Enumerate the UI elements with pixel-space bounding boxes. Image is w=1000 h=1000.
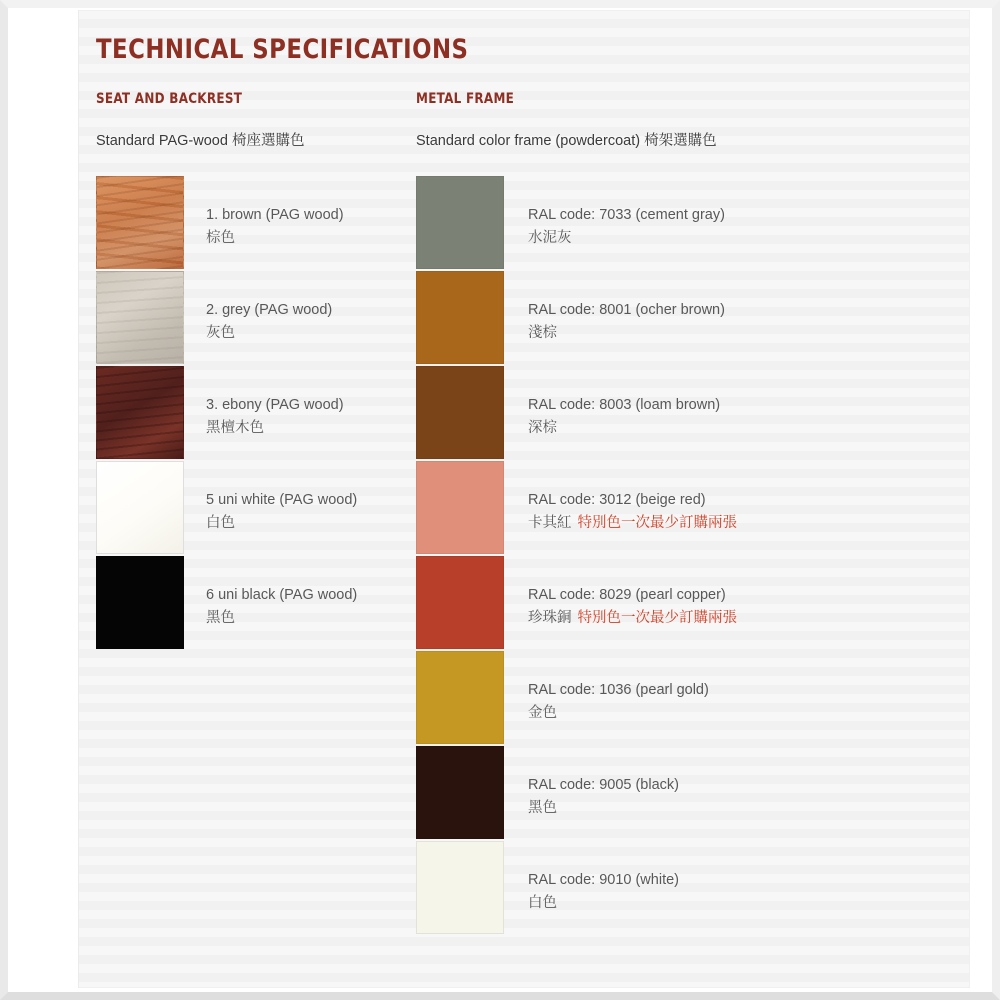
swatch-label <box>504 556 737 649</box>
swatch-label-cn: 灰色 <box>206 325 235 342</box>
swatch-label-cn: 白色 <box>528 895 557 912</box>
list-item[interactable] <box>416 176 946 269</box>
swatch-label-cn: 黑檀木色 <box>206 420 264 437</box>
swatch-label <box>504 366 720 459</box>
swatch-label-cn: 黑色 <box>528 800 557 817</box>
color-swatch-ral-white <box>416 841 504 934</box>
color-swatch-loam-brown <box>416 366 504 459</box>
swatch-label-cn: 深棕 <box>528 420 557 437</box>
swatch-label-cn-text: 珍珠銅 <box>528 610 572 627</box>
page-title: TECHNICAL SPECIFICATIONS <box>96 34 469 65</box>
color-swatch-ebony-wood <box>96 366 184 459</box>
swatch-order-note: 特別色一次最少訂購兩張 <box>577 610 737 627</box>
frame-section-heading: METAL FRAME <box>416 91 515 107</box>
list-item[interactable] <box>416 556 946 649</box>
list-item[interactable] <box>416 841 946 934</box>
swatch-label-cn-text: 卡其紅 <box>528 515 572 532</box>
color-swatch-ral-black <box>416 746 504 839</box>
color-swatch-pearl-copper <box>416 556 504 649</box>
color-swatch-grey-wood <box>96 271 184 364</box>
swatch-label-cn: 水泥灰 <box>528 230 572 247</box>
swatch-label-en: 5 uni white (PAG wood) <box>206 492 358 508</box>
color-swatch-uni-white <box>96 461 184 554</box>
swatch-label <box>504 841 679 934</box>
list-item[interactable] <box>416 271 946 364</box>
swatch-label-cn <box>528 607 737 630</box>
swatch-label <box>504 271 725 364</box>
list-item[interactable] <box>96 461 416 554</box>
swatch-label-cn: 棕色 <box>206 230 235 247</box>
swatch-label <box>184 271 332 364</box>
list-item[interactable] <box>416 461 946 554</box>
swatch-label-cn: 金色 <box>528 705 557 722</box>
swatch-label-en: RAL code: 9010 (white) <box>528 872 679 888</box>
swatch-label <box>184 366 344 459</box>
swatch-order-note: 特別色一次最少訂購兩張 <box>577 515 737 532</box>
list-item[interactable] <box>96 556 416 649</box>
swatch-label <box>184 176 344 269</box>
swatch-label-en: 2. grey (PAG wood) <box>206 302 333 318</box>
color-swatch-cement-gray <box>416 176 504 269</box>
list-item[interactable] <box>416 366 946 459</box>
color-swatch-ocher-brown <box>416 271 504 364</box>
color-swatch-brown-wood <box>96 176 184 269</box>
swatch-label-cn: 淺棕 <box>528 325 557 342</box>
list-item[interactable] <box>96 176 416 269</box>
list-item[interactable] <box>416 651 946 744</box>
swatch-label-en: RAL code: 3012 (beige red) <box>528 492 706 508</box>
swatch-label <box>504 461 737 554</box>
color-swatch-beige-red <box>416 461 504 554</box>
swatch-label-en: 1. brown (PAG wood) <box>206 207 344 223</box>
seat-and-backrest-column <box>96 91 416 936</box>
swatch-label-en: RAL code: 7033 (cement gray) <box>528 207 725 223</box>
swatch-label-en: 3. ebony (PAG wood) <box>206 397 344 413</box>
page-content <box>96 34 956 936</box>
seat-section-subheading: Standard PAG-wood 椅座選購色 <box>96 133 305 149</box>
page-left-gutter <box>30 10 79 988</box>
list-item[interactable] <box>416 746 946 839</box>
swatch-label <box>184 556 357 649</box>
list-item[interactable] <box>96 366 416 459</box>
metal-frame-column <box>416 91 946 936</box>
swatch-label <box>184 461 357 554</box>
swatch-label-en: RAL code: 8003 (loam brown) <box>528 397 721 413</box>
swatch-label-en: RAL code: 8001 (ocher brown) <box>528 302 725 318</box>
swatch-label-cn: 白色 <box>206 515 235 532</box>
swatch-label-cn: 黑色 <box>206 610 235 627</box>
seat-section-heading: SEAT AND BACKREST <box>96 91 243 107</box>
swatch-label <box>504 746 679 839</box>
list-item[interactable] <box>96 271 416 364</box>
swatch-label-en: RAL code: 1036 (pearl gold) <box>528 682 709 698</box>
specs-columns <box>96 91 956 936</box>
swatch-label-en: RAL code: 9005 (black) <box>528 777 679 793</box>
swatch-label-en: 6 uni black (PAG wood) <box>206 587 358 603</box>
swatch-label <box>504 651 709 744</box>
color-swatch-pearl-gold <box>416 651 504 744</box>
frame-section-subheading: Standard color frame (powdercoat) 椅架選購色 <box>416 133 717 149</box>
swatch-label-cn <box>528 512 737 535</box>
color-swatch-uni-black <box>96 556 184 649</box>
swatch-label <box>504 176 725 269</box>
swatch-label-en: RAL code: 8029 (pearl copper) <box>528 587 726 603</box>
